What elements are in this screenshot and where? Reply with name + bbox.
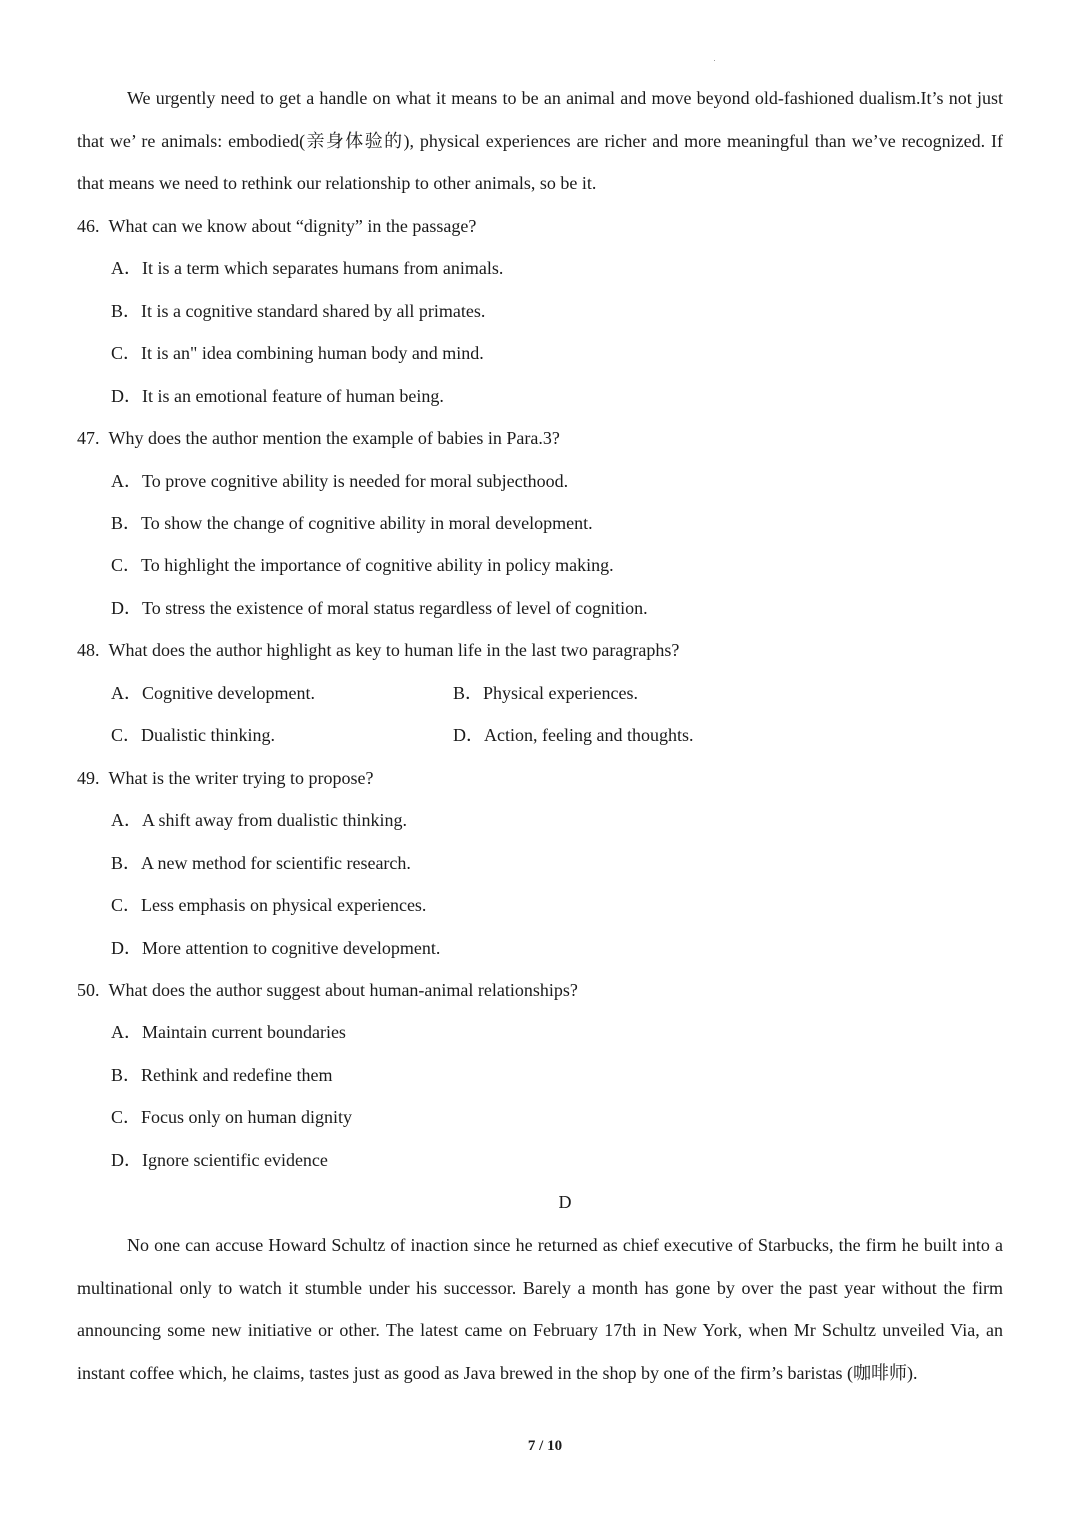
option-letter: B． — [111, 513, 142, 533]
option-47-d[interactable] — [111, 587, 648, 629]
option-letter: B． — [111, 301, 142, 321]
option-46-c[interactable] — [111, 332, 484, 374]
question-text: What does the author suggest about human-animal relationships? — [108, 980, 578, 1000]
option-letter: B． — [111, 853, 142, 873]
question-number: 47. — [77, 428, 100, 448]
option-letter: C． — [111, 895, 142, 915]
option-text: To stress the existence of moral status regardless of level of cognition. — [142, 598, 648, 618]
option-49-d[interactable] — [111, 927, 440, 969]
scan-speck — [714, 60, 715, 61]
section-heading: D — [558, 1192, 572, 1212]
option-text: It is an emotional feature of human being. — [142, 386, 444, 406]
option-text: Physical experiences. — [483, 683, 638, 703]
question-48 — [77, 629, 1003, 671]
question-49 — [77, 757, 1003, 799]
question-number: 50. — [77, 980, 100, 1000]
option-49-a[interactable] — [111, 799, 407, 841]
option-text: It is an" idea combining human body and mind. — [141, 343, 484, 363]
option-47-b[interactable] — [111, 502, 593, 544]
option-text: A new method for scientific research. — [141, 853, 411, 873]
question-text: What does the author highlight as key to human life in the last two paragraphs? — [108, 640, 680, 660]
option-letter: D． — [111, 598, 142, 618]
option-48-c[interactable] — [111, 714, 275, 756]
option-letter: D． — [111, 386, 142, 406]
option-text: Rethink and redefine them — [141, 1065, 333, 1085]
question-number: 49. — [77, 768, 100, 788]
question-50 — [77, 969, 1003, 1011]
option-letter: C． — [111, 555, 142, 575]
option-letter: A． — [111, 683, 142, 703]
option-49-b[interactable] — [111, 842, 411, 884]
question-46 — [77, 205, 1003, 247]
question-47 — [77, 417, 1003, 459]
option-50-d[interactable] — [111, 1139, 328, 1181]
option-letter: A． — [111, 810, 142, 830]
option-letter: D． — [111, 1150, 142, 1170]
option-50-b[interactable] — [111, 1054, 332, 1096]
option-text: Ignore scientific evidence — [142, 1150, 328, 1170]
option-46-d[interactable] — [111, 375, 444, 417]
option-letter: C． — [111, 725, 142, 745]
option-text: More attention to cognitive development. — [142, 938, 441, 958]
option-letter: A． — [111, 471, 142, 491]
option-letter: B． — [111, 1065, 142, 1085]
option-46-a[interactable] — [111, 247, 503, 289]
passage-d-paragraph: No one can accuse Howard Schultz of inaction since he returned as chief executive of Starbucks, the firm he built into a multinational only to watch it stumble under his successor. Barely a month has gone by over the past year without the firm announcing some new initiative or other. The latest came on February 17th in New York, when Mr Schultz unveiled Via, an instant coffee which, he claims, tastes just as good as Java brewed in the shop by one of the firm’s baristas (咖啡师). — [77, 1235, 1003, 1383]
option-letter: D． — [453, 725, 484, 745]
question-text: What can we know about “dignity” in the passage? — [108, 216, 477, 236]
page-number: 7 / 10 — [527, 1438, 563, 1454]
option-text: It is a term which separates humans from animals. — [142, 258, 504, 278]
question-text: What is the writer trying to propose? — [108, 768, 374, 788]
option-text: To show the change of cognitive ability in moral development. — [141, 513, 593, 533]
question-number: 46. — [77, 216, 100, 236]
option-text: To prove cognitive ability is needed for moral subjecthood. — [142, 471, 569, 491]
option-text: Dualistic thinking. — [141, 725, 276, 745]
option-letter: D． — [111, 938, 142, 958]
option-48-a[interactable] — [111, 672, 315, 714]
option-47-c[interactable] — [111, 544, 614, 586]
option-48-b[interactable] — [453, 672, 638, 714]
option-text: Action, feeling and thoughts. — [484, 725, 694, 745]
option-text: To highlight the importance of cognitive ability in policy making. — [141, 555, 614, 575]
option-50-c[interactable] — [111, 1096, 352, 1138]
option-48-d[interactable] — [453, 714, 693, 756]
option-text: Cognitive development. — [142, 683, 315, 703]
option-letter: C． — [111, 1107, 142, 1127]
option-text: A shift away from dualistic thinking. — [142, 810, 407, 830]
question-text: Why does the author mention the example of babies in Para.3? — [108, 428, 560, 448]
passage-closing-paragraph: We urgently need to get a handle on what it means to be an animal and move beyond old-fashioned dualism.It’s not just that we’ re animals: embodied(亲身体验的), physical experiences are richer and more meaningful than we’ve recognized. If that means we need to rethink our relationship to other animals, so be it. — [77, 88, 1003, 193]
option-47-a[interactable] — [111, 460, 568, 502]
option-46-b[interactable] — [111, 290, 485, 332]
option-text: Maintain current boundaries — [142, 1022, 346, 1042]
option-letter: A． — [111, 1022, 142, 1042]
option-letter: A． — [111, 258, 142, 278]
question-number: 48. — [77, 640, 100, 660]
option-text: Less emphasis on physical experiences. — [141, 895, 427, 915]
option-text: Focus only on human dignity — [141, 1107, 353, 1127]
option-text: It is a cognitive standard shared by all primates. — [141, 301, 486, 321]
option-letter: C． — [111, 343, 142, 363]
option-50-a[interactable] — [111, 1011, 346, 1053]
option-49-c[interactable] — [111, 884, 426, 926]
option-letter: B． — [453, 683, 484, 703]
